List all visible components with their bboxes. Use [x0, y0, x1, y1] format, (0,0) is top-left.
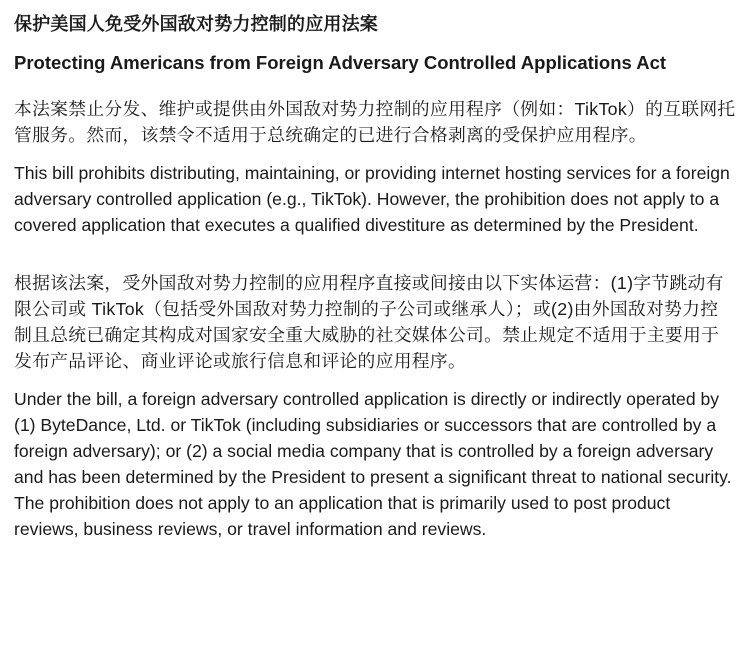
paragraph-definition-english: Under the bill, a foreign adversary controlled application is directly or indirectly operated by (1) ByteDance, Ltd. or TikTok (including subsidiaries or successors that are controlled by a foreign adversary); or (2) a social media company that is controlled by a foreign adversary and has been determined by the President to present a significant threat to national security. The prohibition does not apply to an application that is primarily used to post product reviews, business reviews, or travel information and reviews. — [14, 389, 732, 539]
document-title-english: Protecting Americans from Foreign Adversary Controlled Applications Act — [14, 52, 667, 73]
document-title-chinese: 保护美国人免受外国敌对势力控制的应用法案 — [14, 14, 378, 34]
paragraph-definition-chinese: 根据该法案，受外国敌对势力控制的应用程序直接或间接由以下实体运营：(1)字节跳动有限公司或 TikTok（包括受外国敌对势力控制的子公司或继承人）；或(2)由外国敌对势力控制且总统已确定其构成对国家安全重大威胁的社交媒体公司。禁止规定不适用于主要用于发布产品评论、商业评论或旅行信息和评论的应用程序。 — [14, 273, 724, 371]
paragraph-summary-english: This bill prohibits distributing, maintaining, or providing internet hosting services for a foreign adversary controlled application (e.g., TikTok). However, the prohibition does not apply to a covered application that executes a qualified divestiture as determined by the President. — [14, 163, 730, 235]
paragraph-summary-chinese: 本法案禁止分发、维护或提供由外国敌对势力控制的应用程序（例如：TikTok）的互联网托管服务。然而，该禁令不适用于总统确定的已进行合格剥离的受保护应用程序。 — [14, 99, 736, 145]
